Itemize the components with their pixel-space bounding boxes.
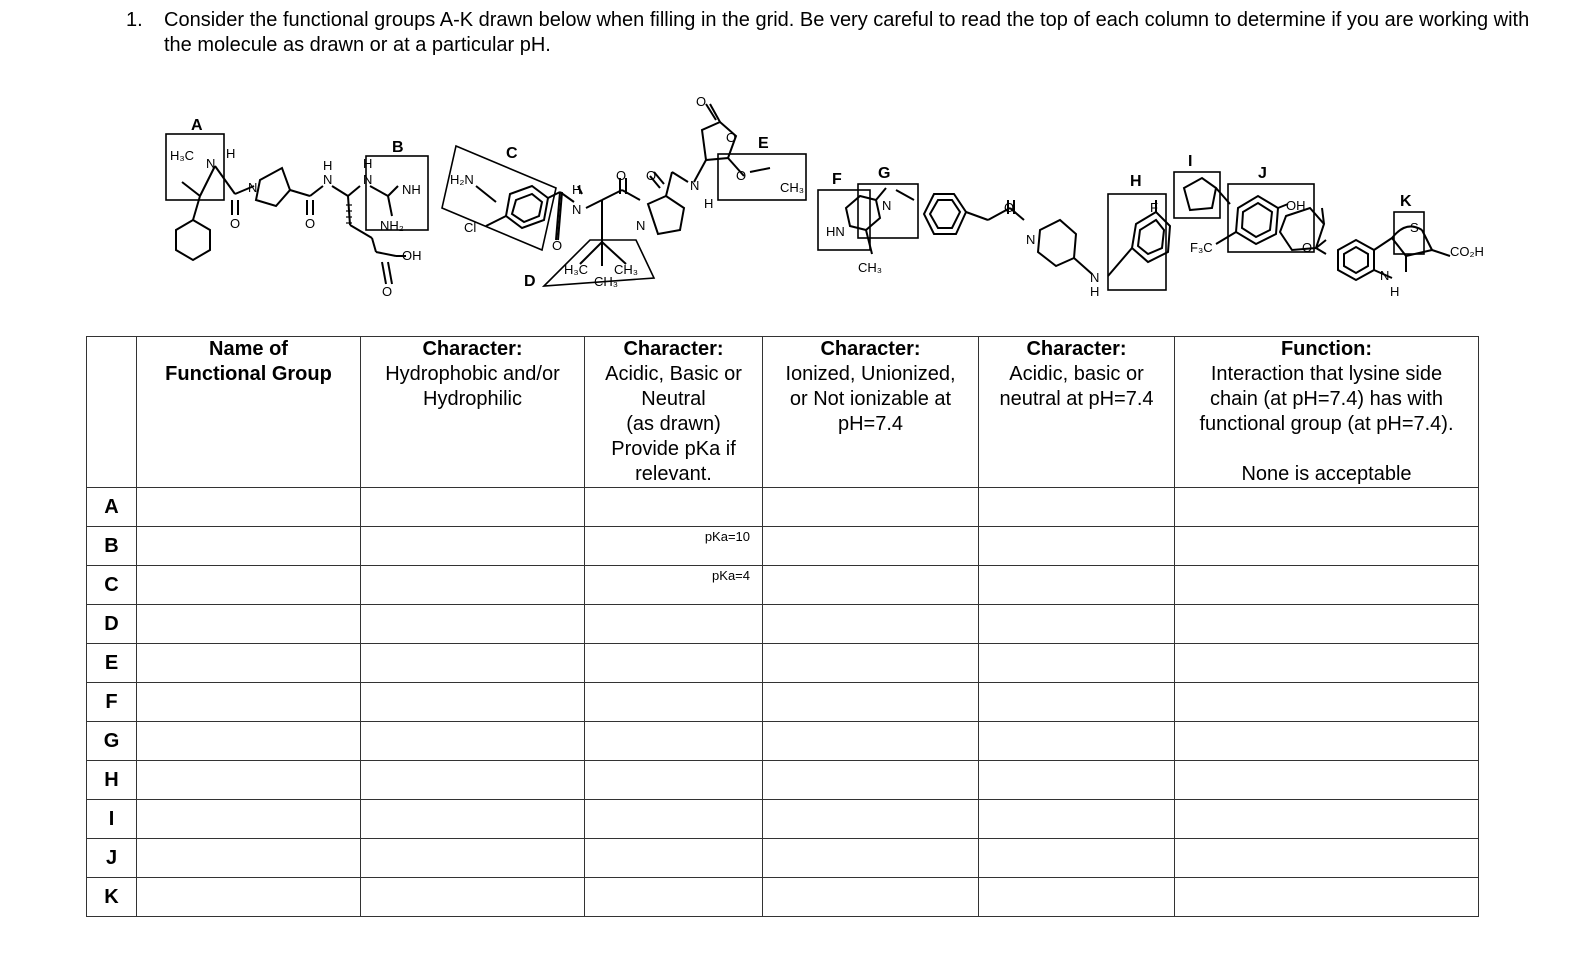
- answer-cell-name[interactable]: [137, 605, 361, 644]
- answer-cell-ionization[interactable]: [763, 605, 979, 644]
- row-label: F: [87, 683, 137, 722]
- answer-cell-acidity-as-drawn[interactable]: [585, 878, 763, 917]
- svg-text:NH: NH: [402, 182, 421, 197]
- table-row: [87, 839, 1479, 878]
- svg-text:OH: OH: [1286, 198, 1306, 213]
- answer-cell-name[interactable]: [137, 722, 361, 761]
- cell-note: pKa=4: [712, 568, 750, 583]
- svg-text:NH₂: NH₂: [380, 218, 404, 233]
- answer-cell-name[interactable]: [137, 839, 361, 878]
- svg-text:N: N: [206, 156, 216, 171]
- box-label-H: H: [1130, 173, 1142, 190]
- svg-text:N: N: [1026, 232, 1036, 247]
- answer-cell-lysine-interaction[interactable]: [1175, 527, 1479, 566]
- answer-cell-acidity-as-drawn[interactable]: [585, 683, 763, 722]
- answer-cell-ionization[interactable]: [763, 761, 979, 800]
- box-F: [818, 190, 870, 250]
- answer-cell-ionization[interactable]: [763, 644, 979, 683]
- header-corner: [87, 337, 137, 488]
- answer-cell-hydrophobicity[interactable]: [361, 722, 585, 761]
- answer-cell-hydrophobicity[interactable]: [361, 566, 585, 605]
- answer-cell-lysine-interaction[interactable]: [1175, 800, 1479, 839]
- answer-cell-acidity-at-ph[interactable]: [979, 878, 1175, 917]
- svg-text:S: S: [1410, 220, 1419, 235]
- svg-text:N: N: [1090, 270, 1100, 285]
- svg-text:O: O: [305, 216, 316, 231]
- table-row: [87, 878, 1479, 917]
- answer-cell-hydrophobicity[interactable]: [361, 839, 585, 878]
- answer-cell-lysine-interaction[interactable]: [1175, 605, 1479, 644]
- table-row: [87, 800, 1479, 839]
- svg-text:N: N: [572, 202, 582, 217]
- svg-text:N: N: [323, 172, 333, 187]
- box-label-I: I: [1188, 153, 1193, 170]
- answer-cell-name[interactable]: [137, 878, 361, 917]
- svg-text:O: O: [382, 284, 393, 299]
- header-acidic-basic: Character: Acidic, Basic or Neutral (as drawn) Provide pKa if relevant.: [585, 337, 763, 488]
- answer-cell-ionization[interactable]: [763, 683, 979, 722]
- svg-text:N: N: [1380, 268, 1390, 283]
- svg-text:N: N: [882, 198, 892, 213]
- svg-text:O: O: [1004, 200, 1015, 215]
- svg-text:N: N: [248, 180, 258, 195]
- box-label-E: E: [758, 135, 769, 152]
- answer-cell-hydrophobicity[interactable]: [361, 527, 585, 566]
- answer-cell-ionization[interactable]: [763, 878, 979, 917]
- svg-text:CH₃: CH₃: [858, 260, 883, 275]
- svg-text:H₃C: H₃C: [170, 148, 195, 163]
- box-label-D: D: [524, 273, 536, 290]
- answer-cell-ionization[interactable]: [763, 527, 979, 566]
- answer-cell-hydrophobicity[interactable]: [361, 605, 585, 644]
- answer-cell-ionization[interactable]: [763, 800, 979, 839]
- answer-cell-name[interactable]: [137, 644, 361, 683]
- table-row: [87, 566, 1479, 605]
- svg-text:O: O: [696, 94, 707, 109]
- box-label-B: B: [392, 139, 404, 156]
- svg-text:H₃C: H₃C: [564, 262, 589, 277]
- box-label-F: F: [832, 171, 842, 188]
- answer-cell-acidity-as-drawn[interactable]: [585, 605, 763, 644]
- svg-text:OH: OH: [402, 248, 422, 263]
- box-label-K: K: [1400, 193, 1412, 210]
- header-ionized: Character: Ionized, Unionized, or Not ionizable at pH=7.4: [763, 337, 979, 488]
- row-label: E: [87, 644, 137, 683]
- table-row: [87, 761, 1479, 800]
- answer-cell-acidity-at-ph[interactable]: [979, 605, 1175, 644]
- svg-text:CH₃: CH₃: [614, 262, 639, 277]
- answer-cell-acidity-as-drawn[interactable]: [585, 488, 763, 527]
- svg-text:H: H: [704, 196, 714, 211]
- box-label-A: A: [191, 117, 203, 134]
- table-row: [87, 722, 1479, 761]
- row-label: I: [87, 800, 137, 839]
- answer-cell-lysine-interaction[interactable]: [1175, 722, 1479, 761]
- answer-cell-name[interactable]: [137, 566, 361, 605]
- svg-text:N: N: [636, 218, 646, 233]
- svg-text:F₃C: F₃C: [1190, 240, 1213, 255]
- svg-text:H: H: [363, 156, 373, 171]
- answer-cell-name[interactable]: [137, 800, 361, 839]
- svg-text:CH₃: CH₃: [780, 180, 805, 195]
- answer-cell-hydrophobicity[interactable]: [361, 683, 585, 722]
- svg-text:CH₃: CH₃: [594, 274, 619, 289]
- table-row: [87, 605, 1479, 644]
- answer-cell-hydrophobicity[interactable]: [361, 644, 585, 683]
- answer-cell-ionization[interactable]: [763, 566, 979, 605]
- header-acidic-basic-ph: Character: Acidic, basic or neutral at pH=7.4: [979, 337, 1175, 488]
- svg-text:N: N: [690, 178, 700, 193]
- answer-cell-acidity-as-drawn[interactable]: [585, 761, 763, 800]
- header-row: [87, 337, 1479, 488]
- svg-text:O: O: [1302, 240, 1313, 255]
- answer-cell-acidity-as-drawn[interactable]: [585, 644, 763, 683]
- answer-cell-name[interactable]: [137, 761, 361, 800]
- box-label-G: G: [878, 165, 891, 182]
- answer-cell-name[interactable]: [137, 683, 361, 722]
- svg-text:HN: HN: [826, 224, 845, 239]
- question-number: 1.: [126, 9, 143, 31]
- answer-cell-acidity-at-ph[interactable]: [979, 683, 1175, 722]
- answer-cell-acidity-as-drawn[interactable]: [585, 527, 763, 566]
- answer-cell-lysine-interaction[interactable]: [1175, 839, 1479, 878]
- box-label-C: C: [506, 145, 518, 162]
- answer-cell-acidity-at-ph[interactable]: [979, 839, 1175, 878]
- row-label: H: [87, 761, 137, 800]
- svg-text:O: O: [736, 168, 747, 183]
- grid-body: [87, 488, 1479, 917]
- table-row: [87, 527, 1479, 566]
- answer-cell-acidity-at-ph[interactable]: [979, 566, 1175, 605]
- svg-text:F: F: [1150, 200, 1158, 215]
- svg-text:O: O: [616, 168, 627, 183]
- answer-grid: [86, 336, 1479, 917]
- cell-note: pKa=10: [704, 529, 750, 544]
- answer-cell-hydrophobicity[interactable]: [361, 800, 585, 839]
- box-C: [442, 146, 556, 250]
- answer-cell-lysine-interaction[interactable]: [1175, 761, 1479, 800]
- answer-cell-acidity-as-drawn[interactable]: [585, 566, 763, 605]
- answer-cell-ionization[interactable]: [763, 839, 979, 878]
- svg-text:N: N: [363, 172, 373, 187]
- question-text: Consider the functional groups A-K drawn below when filling in the grid. Be very careful to read the top of each column to determine if you are working with the molecule as drawn or at a particular pH.: [164, 9, 1530, 56]
- answer-cell-lysine-interaction[interactable]: [1175, 644, 1479, 683]
- svg-text:O: O: [552, 238, 563, 253]
- answer-cell-acidity-at-ph[interactable]: [979, 644, 1175, 683]
- answer-cell-lysine-interaction[interactable]: [1175, 488, 1479, 527]
- svg-text:H: H: [323, 158, 333, 173]
- answer-cell-acidity-at-ph[interactable]: [979, 761, 1175, 800]
- box-I: [1174, 172, 1220, 218]
- row-label: G: [87, 722, 137, 761]
- answer-cell-acidity-at-ph[interactable]: [979, 488, 1175, 527]
- svg-text:H: H: [1090, 284, 1100, 299]
- box-label-J: J: [1258, 165, 1267, 182]
- answer-cell-lysine-interaction[interactable]: [1175, 683, 1479, 722]
- answer-cell-acidity-at-ph[interactable]: [979, 800, 1175, 839]
- answer-cell-name[interactable]: [137, 488, 361, 527]
- svg-text:O: O: [646, 168, 657, 183]
- table-row: [87, 683, 1479, 722]
- row-label: D: [87, 605, 137, 644]
- header-function: Function: Interaction that lysine side chain (at pH=7.4) has with functional group (at pH=7.4). None is acceptable: [1175, 337, 1479, 488]
- row-label: C: [87, 566, 137, 605]
- answer-cell-name[interactable]: [137, 527, 361, 566]
- answer-cell-lysine-interaction[interactable]: [1175, 878, 1479, 917]
- table-row: [87, 644, 1479, 683]
- answer-cell-hydrophobicity[interactable]: [361, 878, 585, 917]
- answer-cell-lysine-interaction[interactable]: [1175, 566, 1479, 605]
- row-label: J: [87, 839, 137, 878]
- answer-cell-acidity-at-ph[interactable]: [979, 722, 1175, 761]
- svg-text:O: O: [726, 130, 737, 145]
- answer-cell-acidity-as-drawn[interactable]: [585, 839, 763, 878]
- svg-text:Cl: Cl: [464, 220, 477, 235]
- svg-text:H: H: [1390, 284, 1400, 299]
- table-row: [87, 488, 1479, 527]
- molecule-structure: [160, 90, 1490, 302]
- header-name: Name of Functional Group: [137, 337, 361, 488]
- row-label: A: [87, 488, 137, 527]
- header-hydrophobic: Character: Hydrophobic and/or Hydrophilic: [361, 337, 585, 488]
- row-label: K: [87, 878, 137, 917]
- svg-text:CO₂H: CO₂H: [1450, 244, 1484, 259]
- answer-cell-ionization[interactable]: [763, 722, 979, 761]
- svg-text:O: O: [230, 216, 241, 231]
- answer-cell-acidity-as-drawn[interactable]: [585, 800, 763, 839]
- svg-text:H: H: [226, 146, 236, 161]
- svg-text:H: H: [572, 182, 582, 197]
- svg-text:H₂N: H₂N: [450, 172, 474, 187]
- answer-cell-acidity-at-ph[interactable]: [979, 527, 1175, 566]
- answer-cell-acidity-as-drawn[interactable]: [585, 722, 763, 761]
- row-label: B: [87, 527, 137, 566]
- answer-cell-hydrophobicity[interactable]: [361, 761, 585, 800]
- answer-cell-hydrophobicity[interactable]: [361, 488, 585, 527]
- answer-cell-ionization[interactable]: [763, 488, 979, 527]
